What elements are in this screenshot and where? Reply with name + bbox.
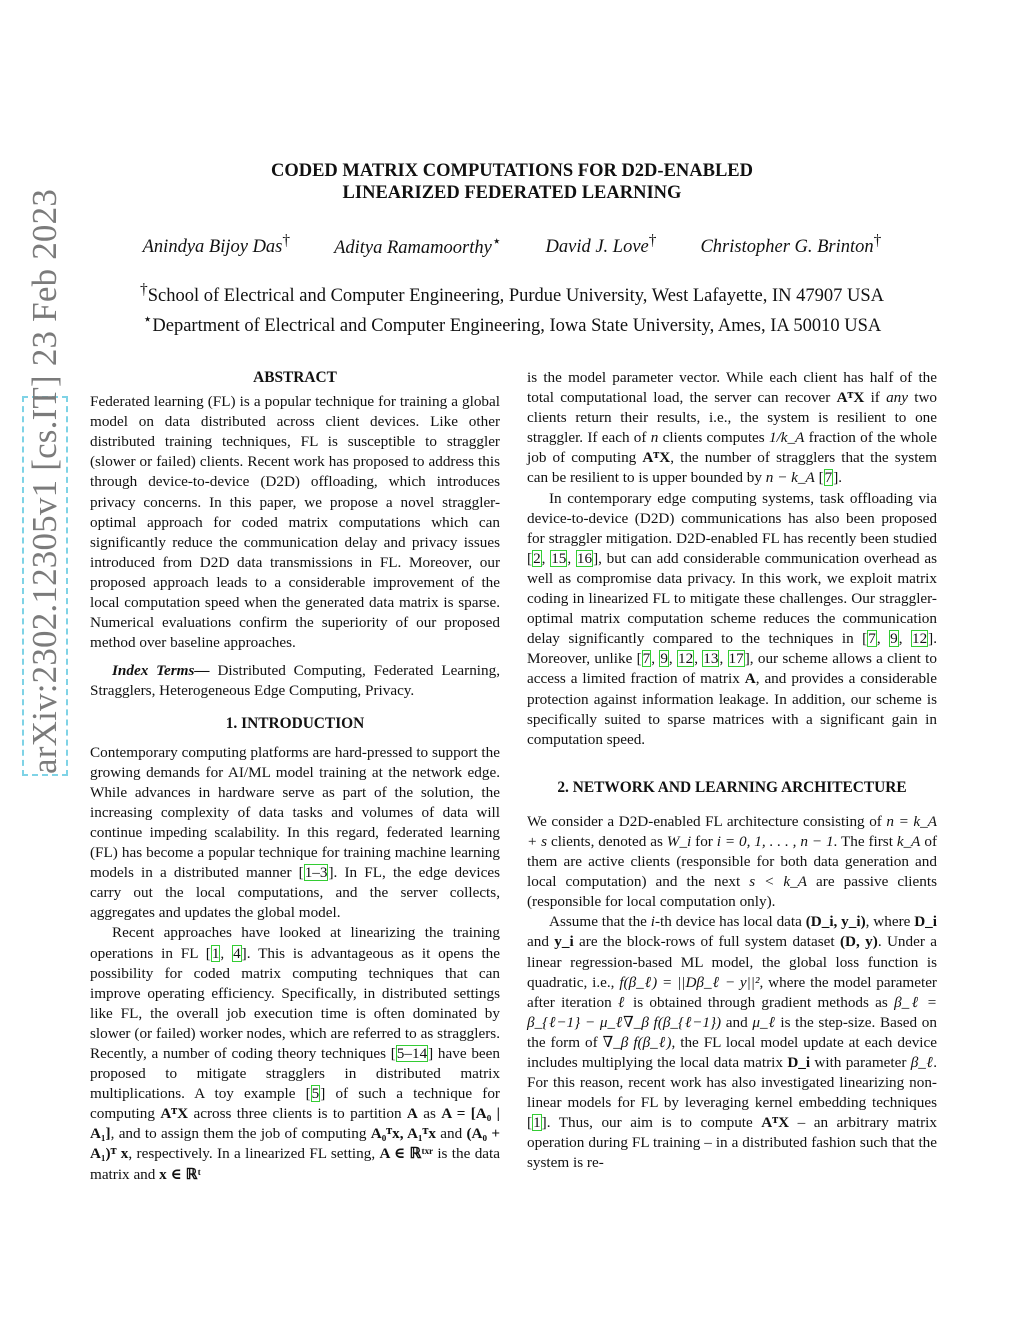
author-4: Christopher G. Brinton† [700,232,882,258]
author-1: Anindya Bijoy Das† [142,232,291,258]
math-expression: D_i [914,913,937,931]
citation-link[interactable]: 4 [233,944,241,962]
paper-title [0,160,1024,204]
title-line-2: LINEARIZED FEDERATED LEARNING [342,183,682,203]
math-expression: f(β_ℓ) = ||Dβ_ℓ − y||² [619,973,760,991]
math-expression: β_ℓ [910,1054,934,1071]
right-paragraph-2: In contemporary edge computing systems, task offloading via device-to-device (D2D) communications has also been proposed for straggler mitigation. D2D-enabled FL has recently been studied [2, 15, 16], but can add considerable communication overhead as well as compromise data privacy. In this work, we exploit matrix coding in linearized FL to mitigate these challenges. Our straggler-optimal matrix computation scheme reduces the communication delay significantly compared to the techniques in [7, 9, 12]. Moreover, unlike [7, 9, 12, 13, 17], our scheme allows a client to access a limited fraction of matrix A, and provides a considerable protection against information leakage. In addition, our scheme is specifically suited to sparse matrices with a significant gain in computation speed. [527,489,938,748]
intro-paragraph-2: Recent approaches have looked at linearizing the training operations in FL [1, 4]. This is advantageous as it opens the possibility for coded matrix computing techniques that can improve operating efficiency. Specifically, in distributed settings like FL, the overall job execution time is often dominated by slower (or failed) worker nodes, which are referred to as stragglers. Recently, a number of coding theory techniques [5–14] have been proposed to mitigate stragglers in distributed matrix multiplications. A toy example [5] of such a technique for computing AᵀX across three clients is to partition A as A = [A₀ | A₁], and to assign them the job of computing A₀ᵀx, A₁ᵀx and (A₀ + A₁)ᵀ x, respectively. In a linearized FL setting, A ∈ ℝᵗˣʳ is the data matrix and x ∈ ℝᵗ [90,924,501,1183]
math-expression: (D_i, y_i) [805,913,866,931]
math-expression: (A₀ + A₁)ᵀ x [90,1125,501,1163]
citation-link[interactable]: 17 [728,650,744,668]
math-expression: A = [A₀ | A₁] [90,1105,500,1143]
citation-link[interactable]: 7 [824,469,833,487]
citation-link[interactable]: 9 [890,630,898,648]
left-column [90,368,500,1185]
arxiv-identifier: arXiv:2302.12305v1 [cs.IT] 23 Feb 2023 [22,396,68,776]
citation-link[interactable]: 2 [533,549,541,567]
math-expression: A ∈ ℝᵗˣʳ [379,1145,433,1163]
citation-link[interactable]: 12 [678,650,694,668]
math-expression: A [406,1105,418,1123]
citation-link[interactable]: 5–14 [396,1045,428,1062]
citation-link[interactable]: 15 [551,549,567,567]
author-2: Aditya Ramamoorthy⋆ [334,233,502,259]
intro-heading: 1. INTRODUCTION [225,714,365,732]
citation-link[interactable]: 16 [576,549,593,567]
math-expression: k_A [896,832,921,850]
math-expression: (D, y) [839,933,878,951]
title-line-1: CODED MATRIX COMPUTATIONS FOR D2D-ENABLED [270,161,754,181]
citation-link[interactable]: 1 [211,944,220,962]
citation-link[interactable]: 7 [868,630,876,648]
author-3: David J. Love† [545,232,657,258]
math-expression: y_i [554,933,574,951]
right-column [527,368,937,1174]
citation-link[interactable]: 9 [660,650,668,668]
author-list [0,232,1024,259]
math-expression: W_i [666,832,692,850]
affiliation-1: †School of Electrical and Computer Engineering, Purdue University, West Lafayette, IN 47907 USA [140,281,884,307]
math-expression: AᵀX [761,1114,790,1132]
math-expression: β_ℓ = β_{ℓ−1} − μ_ℓ∇_β f(β_{ℓ−1}) [527,993,938,1031]
math-expression: n [650,429,659,447]
index-terms: Index Terms— Distributed Computing, Federated Learning, Stragglers, Heterogeneous Edge Computing, Privacy. [90,662,500,700]
math-expression: AᵀX [160,1105,189,1123]
math-expression: x ∈ ℝᵗ [159,1165,201,1183]
abstract-body: Federated learning (FL) is a popular technique for training a global model on data distributed across client devices. Like other distributed training techniques, FL is susceptible to straggler (slower or failed) clients. Recent work has proposed to address this through device-to-device (D2D) offloading, which introduces privacy concerns. In this paper, we propose a novel straggler-optimal approach for coded matrix computations which can significantly reduce the communication delay and privacy issues introduced from D2D data transmissions in FL. Moreover, our proposed approach leads to a considerable improvement of the local computation speed when the generated data matrix is sparse. Numerical evaluations confirm the superiority of our proposed method over baseline approaches. [90,393,500,652]
math-expression: n − k_A [765,469,815,487]
math-expression: s < k_A [749,873,808,891]
citation-link[interactable]: 1 [533,1114,541,1132]
math-expression: μ_ℓ [752,1013,776,1031]
math-expression: AᵀX [642,449,671,467]
math-expression: A [744,670,756,688]
citation-link[interactable]: 1–3 [304,864,328,882]
affiliation-2: ⋆Department of Electrical and Computer Engineering, Iowa State University, Ames, IA 50010 USA [142,311,882,337]
math-expression: n = k_A + s [527,812,937,850]
citation-link[interactable]: 5 [311,1085,320,1103]
section-2-paragraph-1: We consider a D2D-enabled FL architecture consisting of n = k_A + s clients, denoted as W_i for i = 0, 1, . . . , n − 1. The first k_A of them are active clients (responsible for both data generation and local computation) and the next s < k_A are passive clients (responsible for local computation only). [527,812,937,911]
citation-link[interactable]: 7 [642,650,651,668]
section-2-paragraph-2: Assume that the i-th device has local data (D_i, y_i), where D_i and y_i are the block-rows of full system dataset (D, y). Under a linear regression-based ML model, the global loss function is quadratic, i.e., f(β_ℓ) = ||Dβ_ℓ − y||², where the model parameter after iteration ℓ is obtained through gradient methods as β_ℓ = β_{ℓ−1} − μ_ℓ∇_β f(β_{ℓ−1}) and μ_ℓ is the step-size. Based on the form of ∇_β f(β_ℓ), the FL local model update at each device includes multiplying the local data matrix D_i with parameter β_ℓ. For this reason, recent work has also investigated linearizing non-linear models for FL by leveraging kernel embedding techniques [1]. Thus, our aim is to compute AᵀX – an arbitrary matrix operation during FL training – in a distributed fashion such that the system is re- [527,913,938,1172]
right-paragraph-1: is the model parameter vector. While each client has half of the total computational load, the server can recover AᵀX if any two clients return their results, i.e., the system is resilient to one straggler. If each of n clients computes 1/k_A fraction of the whole job of computing AᵀX, the number of stragglers that the system can be resilient to is upper bounded by n − k_A [7]. [527,369,938,487]
math-expression: ∇_β f(β_ℓ) [602,1033,672,1051]
section-2-heading: 2. NETWORK AND LEARNING ARCHITECTURE [557,778,907,796]
intro-paragraph-1: Contemporary computing platforms are hard-pressed to support the growing demands for AI/ML model training at the network edge. While advances in hardware serve as part of the solution, the increasing complexity of data tasks and volumes of data will continue impeding scalability. In this regard, federated learning (FL) has become a popular technique for training machine learning models in a distributed manner [1–3]. In FL, the edge devices carry out the local computations, and the server collects, aggregates and updates the global model. [90,743,500,922]
math-expression: i = 0, 1, . . . , n − 1 [716,832,834,850]
math-expression: 1/k_A [768,429,805,447]
math-expression: A₀ᵀx, A₁ᵀx [370,1125,436,1143]
math-expression: AᵀX [836,389,865,407]
citation-link[interactable]: 13 [703,650,719,668]
affiliations [0,278,1024,338]
citation-link[interactable]: 12 [911,630,928,648]
abstract-heading: ABSTRACT [253,369,337,386]
math-expression: D_i [787,1054,811,1071]
